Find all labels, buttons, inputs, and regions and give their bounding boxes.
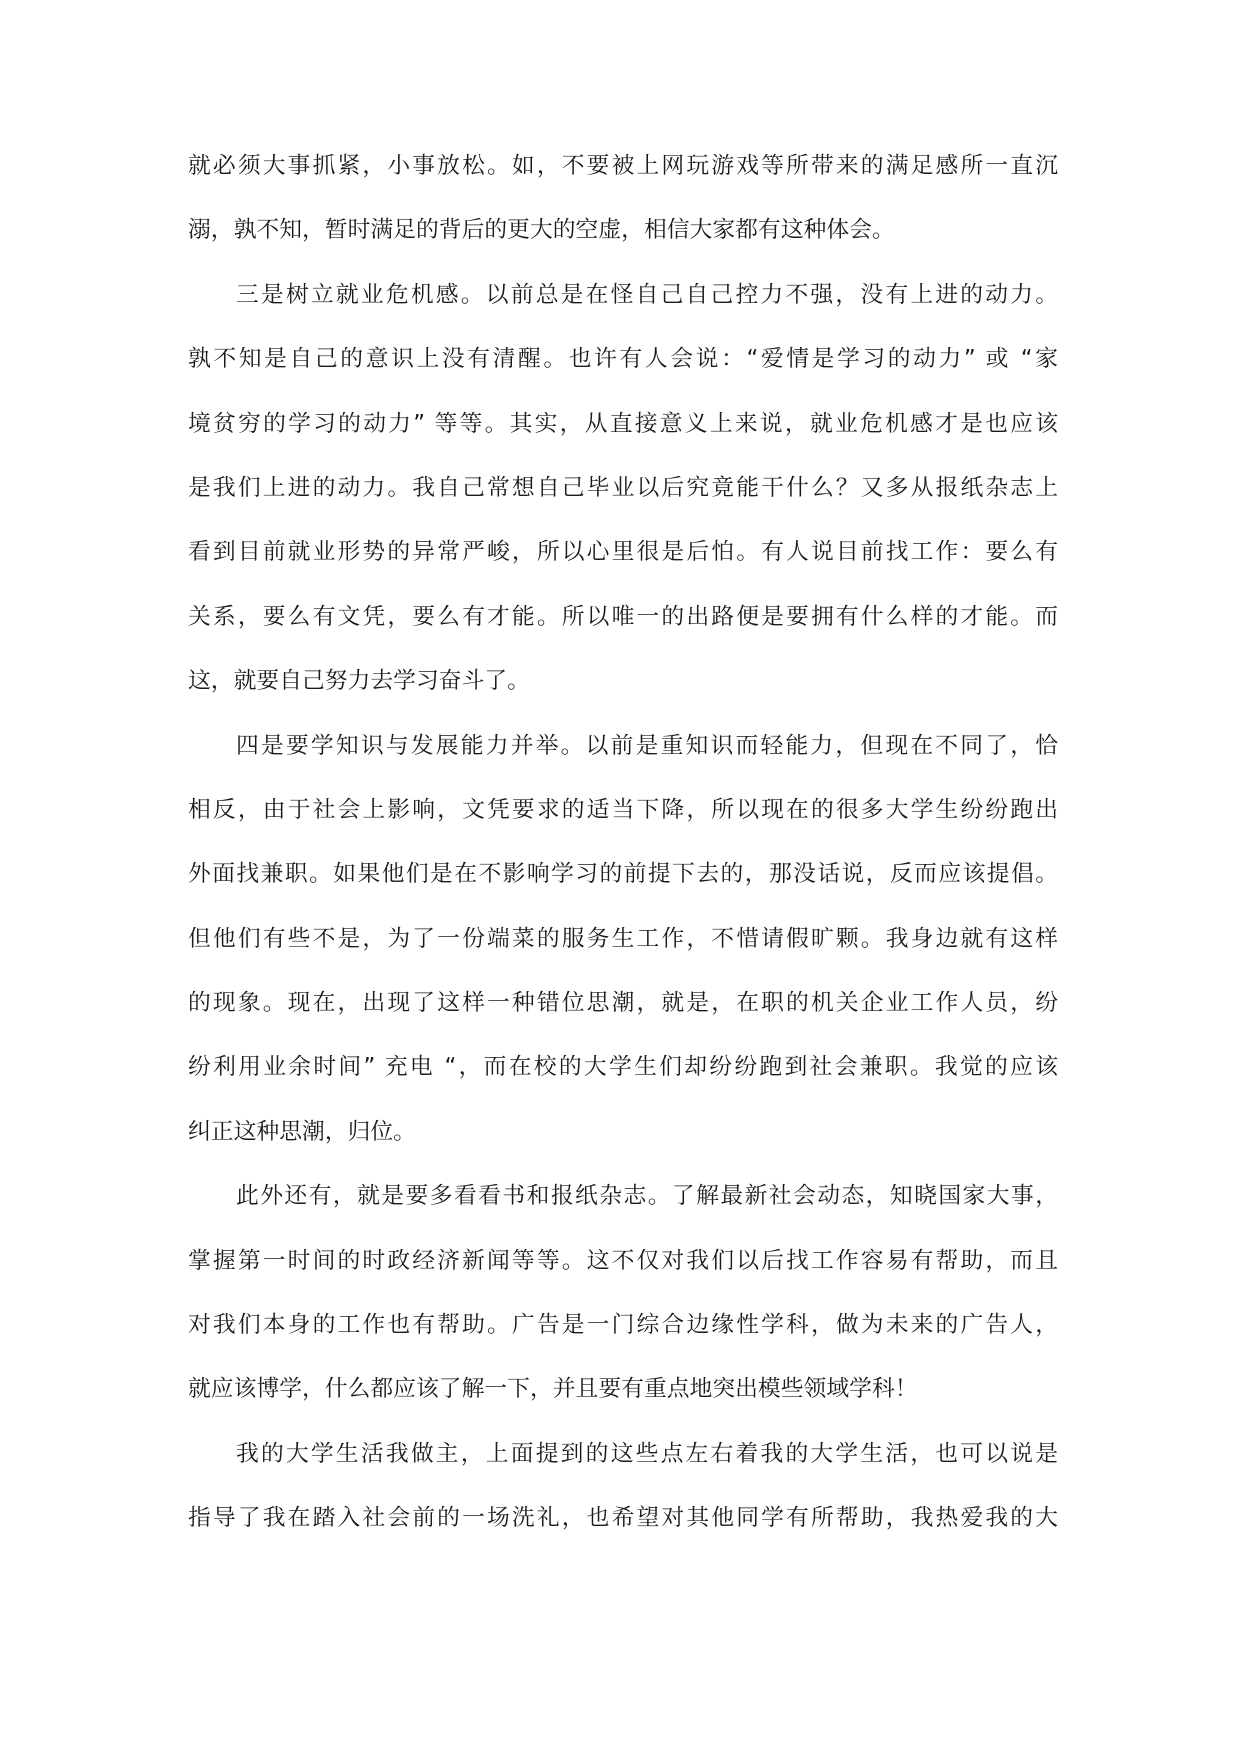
- document-body: [188, 150, 1058, 1534]
- text-line: 此外还有，就是要多看看书和报纸杂志。了解最新社会动态，知晓国家大事，: [236, 1183, 1058, 1210]
- text-line: 境贫穷的学习的动力” 等等。其实，从直接意义上来说，就业危机感才是也应该: [188, 410, 1058, 437]
- text-line: 溺，孰不知，暂时满足的背后的更大的空虚，相信大家都有这种体会。: [188, 217, 895, 244]
- text-line: 相反，由于社会上影响，文凭要求的适当下降，所以现在的很多大学生纷纷跑出: [188, 796, 1058, 823]
- text-line: 外面找兼职。如果他们是在不影响学习的前提下去的，那没话说，反而应该提倡。: [188, 861, 1058, 888]
- text-line: 三是树立就业危机感。以前总是在怪自己自己控力不强，没有上进的动力。: [236, 281, 1058, 308]
- text-line: 纷利用业余时间” 充电 “，而在校的大学生们却纷纷跑到社会兼职。我觉的应该: [188, 1054, 1058, 1081]
- text-line: 就应该博学，什么都应该了解一下，并且要有重点地突出模些领域学科！: [188, 1376, 918, 1403]
- text-line: 四是要学知识与发展能力并举。以前是重知识而轻能力，但现在不同了，恰: [236, 732, 1058, 759]
- text-line: 的现象。现在，出现了这样一种错位思潮，就是，在职的机关企业工作人员，纷: [188, 990, 1058, 1017]
- text-line: 看到目前就业形势的异常严峻，所以心里很是后怕。有人说目前找工作：要么有: [188, 539, 1058, 566]
- text-line: 是我们上进的动力。我自己常想自己毕业以后究竟能干什么？又多从报纸杂志上: [188, 474, 1058, 501]
- text-line: 孰不知是自己的意识上没有清醒。也许有人会说：“爱情是学习的动力” 或 “家: [188, 346, 1058, 373]
- text-line: 纠正这种思潮，归位。: [188, 1118, 416, 1145]
- text-line: 掌握第一时间的时政经济新闻等等。这不仅对我们以后找工作容易有帮助，而且: [188, 1247, 1058, 1274]
- text-line: 我的大学生活我做主，上面提到的这些点左右着我的大学生活，也可以说是: [236, 1440, 1058, 1467]
- text-line: 但他们有些不是，为了一份端菜的服务生工作，不惜请假旷颗。我身边就有这样: [188, 925, 1058, 952]
- text-line: 指导了我在踏入社会前的一场洗礼，也希望对其他同学有所帮助，我热爱我的大: [188, 1505, 1058, 1532]
- text-line: 这，就要自己努力去学习奋斗了。: [188, 668, 530, 695]
- text-line: 对我们本身的工作也有帮助。广告是一门综合边缘性学科，做为未来的广告人，: [188, 1312, 1058, 1339]
- text-line: 就必须大事抓紧，小事放松。如，不要被上网玩游戏等所带来的满足感所一直沉: [188, 153, 1058, 179]
- text-line: 关系，要么有文凭，要么有才能。所以唯一的出路便是要拥有什么样的才能。而: [188, 603, 1058, 630]
